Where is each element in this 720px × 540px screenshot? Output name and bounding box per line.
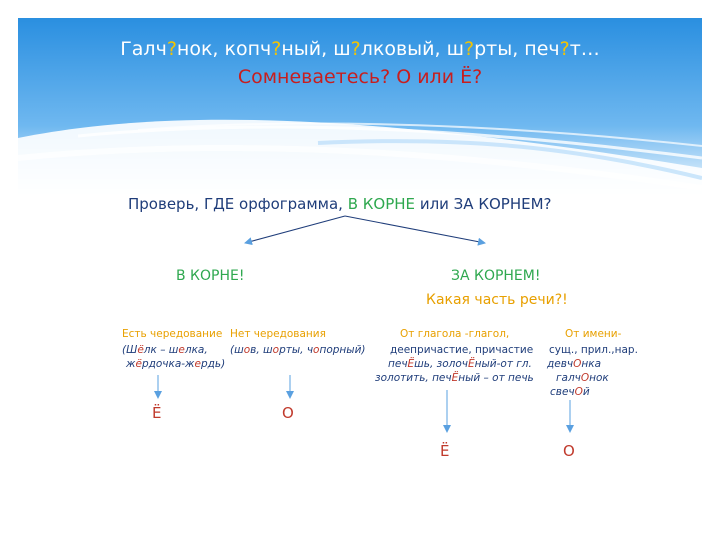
question-mark: ?	[350, 38, 361, 60]
title-line-2: Сомневаетесь? О или Ё?	[237, 66, 483, 88]
text-segment: сущ., прил.,нар.	[549, 344, 638, 356]
question-or: или	[415, 195, 454, 213]
question-mark: ?	[559, 38, 570, 60]
case-from-noun-letter: О	[563, 442, 575, 460]
title-segment: т…	[569, 38, 600, 60]
text-segment: галч	[556, 372, 581, 384]
case-alternation-ex1	[122, 344, 208, 356]
case-from-verb-ex2	[388, 358, 532, 370]
highlighted-letter: о	[243, 344, 251, 356]
case-no-alternation-title: Нет чередования	[230, 328, 326, 340]
text-segment: й	[582, 386, 590, 398]
title-segment: Галч	[120, 38, 167, 60]
title-segment: лковый, ш	[360, 38, 464, 60]
branch-in-root-title: В КОРНЕ!	[176, 268, 245, 284]
title-segment: ный, ш	[281, 38, 351, 60]
branch-after-root-title: ЗА КОРНЕМ!	[451, 268, 541, 284]
arrow-to-in-root	[245, 216, 345, 243]
highlighted-letter: о	[272, 344, 280, 356]
text-segment: шь, золоч	[414, 358, 468, 370]
header-banner	[18, 18, 702, 198]
question-after-root: ЗА КОРНЕМ?	[453, 195, 552, 213]
case-no-alternation-letter: О	[282, 404, 294, 422]
highlighted-letter: ё	[135, 358, 142, 370]
highlighted-letter: ё	[137, 344, 144, 356]
highlighted-letter: Ё	[407, 358, 415, 370]
text-segment: рты, ч	[279, 344, 314, 356]
text-segment: деепричастие, причастие	[390, 344, 534, 356]
highlighted-letter: О	[573, 358, 582, 370]
text-segment: свеч	[550, 386, 575, 398]
text-segment: ный-от гл.	[474, 358, 532, 370]
main-question	[128, 195, 551, 213]
case-from-verb-ex1	[390, 344, 533, 356]
case-alternation-ex2	[126, 358, 225, 370]
case-from-noun-ex3	[556, 372, 609, 384]
text-segment: порный)	[319, 344, 366, 356]
branch-after-root-subtitle: Какая часть речи?!	[426, 292, 568, 308]
arrow-to-after-root	[345, 216, 485, 243]
text-segment: золотить, печ	[375, 372, 452, 384]
case-from-noun-title: От имени-	[565, 328, 622, 340]
text-segment: рдь)	[200, 358, 226, 370]
highlighted-letter: О	[580, 372, 590, 384]
highlighted-letter: О	[574, 386, 583, 398]
highlighted-letter: Ё	[451, 372, 459, 384]
highlighted-letter: е	[178, 344, 185, 356]
highlighted-letter: Ё	[468, 358, 475, 370]
case-from-noun-ex4	[550, 386, 590, 398]
case-alternation-letter: Ё	[152, 404, 162, 422]
text-segment: нка	[581, 358, 602, 370]
text-segment: нок	[589, 372, 609, 384]
text-segment: лка,	[184, 344, 208, 356]
title-segment: нок, копч	[176, 38, 272, 60]
text-segment: (Ш	[122, 344, 138, 356]
case-alternation-title: Есть чередование	[122, 328, 223, 340]
question-prefix: Проверь, ГДЕ орфограмма,	[128, 195, 348, 213]
text-segment: в, ш	[250, 344, 273, 356]
text-segment: ж	[126, 358, 136, 370]
case-from-noun-ex2	[547, 358, 601, 370]
text-segment: (ш	[230, 344, 244, 356]
question-mark: ?	[271, 38, 282, 60]
question-mark: ?	[463, 38, 475, 60]
case-from-verb-letter: Ё	[440, 442, 450, 460]
text-segment: ный – от печь	[458, 372, 534, 384]
case-from-verb-ex3	[375, 372, 534, 384]
text-segment: печ	[388, 358, 408, 370]
highlighted-letter: е	[194, 358, 201, 370]
question-in-root: В КОРНЕ	[347, 195, 416, 213]
case-from-verb-title: От глагола -глагол,	[400, 328, 510, 340]
text-segment: лк – ш	[143, 344, 179, 356]
case-no-alternation-ex1	[230, 344, 366, 356]
title-segment: рты, печ	[474, 38, 560, 60]
title-line-1	[18, 38, 702, 60]
highlighted-letter: о	[313, 344, 320, 356]
text-segment: девч	[547, 358, 574, 370]
text-segment: рдочка-ж	[141, 358, 195, 370]
question-mark: ?	[166, 38, 177, 60]
case-from-noun-ex1	[549, 344, 638, 356]
